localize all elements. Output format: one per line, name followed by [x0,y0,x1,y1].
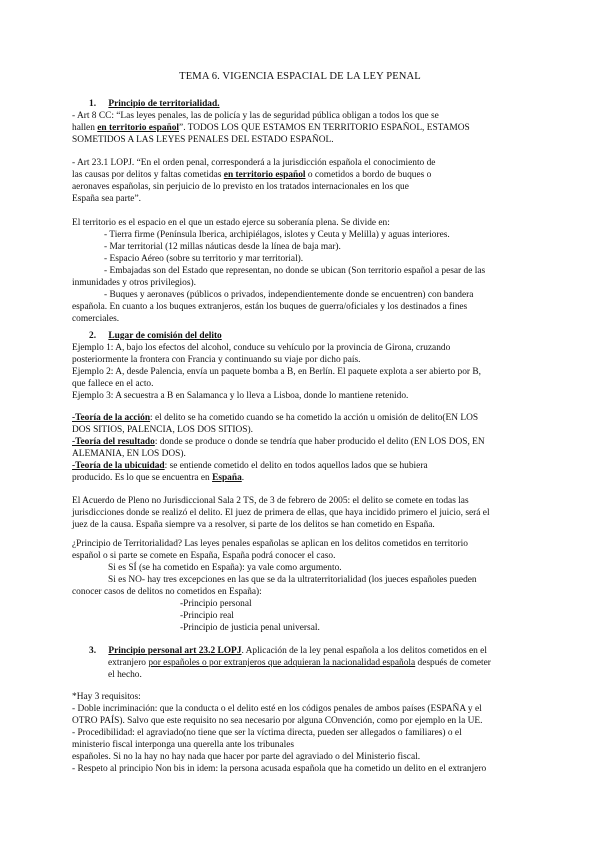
territory-item-2: - Mar territorial (12 millas náuticas desde la línea de baja mar). [104,242,341,252]
section-3-number: 3. [89,646,97,656]
section-3-emphasis: por españoles o por extranjeros que adquieran la nacionalidad española [148,658,416,668]
principle-real: -Principio real [180,611,234,621]
acuerdo-line-2: jurisdicciones donde se realizó el delito. El juez de primera de ellas, que haya incidido primero el juicio, será el [72,508,490,518]
acuerdo-line-3: juez de la causa. España siempre va a resolver, si parte de los delitos se han cometido en España. [72,520,435,530]
ubiquity-text: producido. Es lo que se encuentra en [72,473,213,483]
example-1-line-1: Ejemplo 1: A, bajo los efectos del alcohol, conduce su vehículo por la provincia de Girona, cruzando [72,343,451,353]
theory-ubiquity-line-1 [72,461,428,473]
art8-text-rest: ”. TODOS LOS QUE ESTAMOS EN TERRITORIO ESPAÑOL, ESTAMOS [179,123,470,133]
art23-text: las causas por delitos y faltas cometidas [72,170,224,180]
theory-result-line-1 [72,437,485,449]
requirement-1-line-2: OTRO PAÍS). Salvo que este requisito no sea necesario por alguna COnvención, como por ejemplo en la UE. [72,716,483,726]
art23-paragraph-line-3: aeronaves españolas, sin perjuicio de lo previsto en los tratados internacionales en los que [72,182,409,192]
question-line-5: conocer casos de delitos no cometidos en España): [72,587,262,597]
example-2-line-1: Ejemplo 2: A, desde Palencia, envía un paquete bomba a B, en Berlín. El paquete explota a ser abierto por B, [72,367,481,377]
document-title: TEMA 6. VIGENCIA ESPACIAL DE LA LEY PENAL [179,71,421,82]
art23-paragraph-line-2 [72,170,431,182]
requirement-2-line-3: españoles. Si no la hay no hay nada que hacer por parte del agraviado o del Ministerio fiscal. [72,752,421,762]
theory-action-text: : el delito se ha cometido cuando se ha cometido la acción u omisión de delito(EN LOS [150,413,479,423]
example-1-line-2: posteriormente la frontera con Francia y continuando su viaje por dicho país. [72,355,361,365]
art8-emphasis: en territorio español [97,123,180,133]
territory-item-5-line-2: española. En cuanto a los buques extranjeros, están los buques de guerra/oficiales y los destinados a fines [72,302,468,312]
section-1-title: Principio de territorialidad. [108,99,220,109]
question-line-3: Si es SÍ (se ha cometido en España): ya vale como argumento. [108,563,342,573]
requirements-heading: *Hay 3 requisitos: [72,692,141,702]
art8-text: hallen [72,123,98,133]
acuerdo-line-1: El Acuerdo de Pleno no Jurisdiccional Sala 2 TS, de 3 de febrero de 2005: el delito se comete en todas las [72,496,469,506]
requirement-2-line-2: ministerio fiscal interponga una querella ante los tribunales [72,740,295,750]
art8-paragraph-line-1: - Art 8 CC: “Las leyes penales, las de policía y las de seguridad pública obligan a todos los que se [72,111,439,121]
question-line-1: ¿Principio de Territorialidad? Las leyes penales españolas se aplican en los delitos cometidos en territorio [72,539,468,549]
section-3-text: extranjero [108,658,149,668]
section-2-number: 2. [89,331,97,341]
example-3-line-1: Ejemplo 3: A secuestra a B en Salamanca y lo lleva a Lisboa, donde lo mantiene retenido. [72,391,409,401]
art23-emphasis: en territorio español [223,170,306,180]
requirement-1-line-1: - Doble incriminación: que la conducta o el delito esté en los códigos penales de ambos países (ESPAÑA y el [72,704,482,714]
territory-item-3: - Espacio Aéreo (sobre su territorio y mar territorial). [104,254,304,264]
principle-universal: -Principio de justicia penal universal. [180,623,320,633]
question-line-4: Si es NO- hay tres excepciones en las que se da la ultraterritorialidad (los jueces españoles pueden [108,575,477,585]
theory-action-line-1 [72,413,478,425]
art23-paragraph-line-1: - Art 23.1 LOPJ. “En el orden penal, corresponderá a la jurisdicción española el conocimiento de [72,158,436,168]
art8-paragraph-line-2 [72,123,470,135]
section-2-heading [89,331,222,343]
theory-action-line-2: DOS SITIOS, PALENCIA, LOS DOS SITIOS). [72,425,253,435]
theory-result-label: -Teoría del resultado [72,437,155,447]
territory-item-4-line-2: inmunidades y otros privilegios). [72,278,196,288]
section-1-number: 1. [89,99,97,109]
section-3-heading [89,646,487,658]
section-3-line-3: el hecho. [108,670,142,680]
section-3-title: Principio personal art 23.2 LOPJ [108,646,242,656]
section-3-text-rest: después de cometer [415,658,491,668]
section-3-heading-rest: . Aplicación de la ley penal española a los delitos cometidos en el [241,646,487,656]
theory-ubiquity-text: : se entiende cometido el delito en todos aquellos lados que se hubiera [164,461,428,471]
requirement-3-line-1: - Respeto al principio Non bis in idem: la persona acusada española que ha cometido un delito en el extranjero [72,764,487,774]
art23-text-rest: o cometidos a bordo de buques o [305,170,432,180]
theory-ubiquity-label: -Teoría de la ubicuidad [72,461,165,471]
ubiquity-emphasis: España [212,473,242,483]
example-2-line-2: que fallece en el acto. [72,379,154,389]
theory-action-label: -Teoría de la acción [72,413,151,423]
ubiquity-text-end: . [241,473,245,483]
section-2-title: Lugar de comisión del delito [108,331,222,341]
territory-definition: El territorio es el espacio en el que un estado ejerce su soberanía plena. Se divide en: [72,218,390,228]
question-line-2: español o si parte se comete en España, España podrá conocer el caso. [72,551,336,561]
theory-result-text: : donde se produce o donde se tendría que haber producido el delito (EN LOS DOS, EN [154,437,485,447]
territory-item-5-line-1: - Buques y aeronaves (públicos o privados, independientemente donde se encuentren) con bandera [104,290,474,300]
art23-paragraph-line-4: España sea parte”. [72,194,141,204]
territory-item-4-line-1: - Embajadas son del Estado que representan, no donde se ubican (Son territorio español a pesar de las [104,266,486,276]
requirement-2-line-1: - Procedibilidad: el agraviado(no tiene que ser la víctima directa, pueden ser allegados o familiares) o el [72,728,462,738]
theory-ubiquity-line-2 [72,473,244,485]
section-3-line-2 [108,658,491,670]
principle-personal: -Principio personal [180,599,252,609]
theory-result-line-2: ALEMANIA, EN LOS DOS). [72,449,186,459]
art8-paragraph-line-3: SOMETIDOS A LAS LEYES PENALES DEL ESTADO ESPAÑOL. [72,135,334,145]
territory-item-1: - Tierra firme (Península Iberica, archipiélagos, islotes y Ceuta y Melilla) y aguas interiores. [104,230,450,240]
section-1-heading [89,99,220,111]
territory-item-5-line-3: comerciales. [72,314,120,324]
